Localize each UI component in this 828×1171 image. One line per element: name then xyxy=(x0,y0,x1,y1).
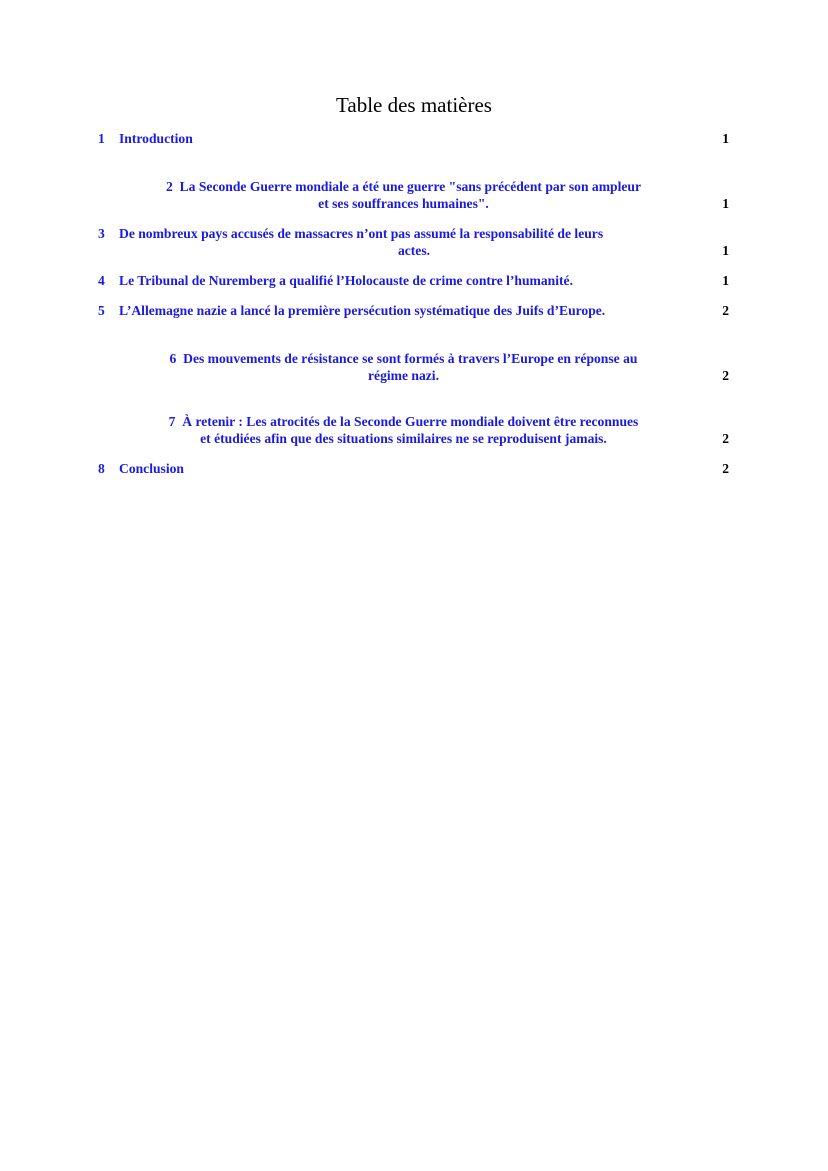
toc-entry-page: 1 xyxy=(722,131,729,146)
toc-entry-number: 3 xyxy=(98,226,105,241)
toc-entry-number: 7 xyxy=(168,414,176,429)
toc-entry-4[interactable] xyxy=(98,272,729,289)
toc-entry-page: 1 xyxy=(722,243,729,258)
toc-entry-1[interactable] xyxy=(98,130,729,147)
toc-entry-8[interactable] xyxy=(98,460,729,477)
toc-entry-link[interactable]: De nombreux pays accusés de massacres n’ont pas assumé la responsabilité de leurs xyxy=(119,226,604,241)
toc-entry-page: 2 xyxy=(722,461,729,476)
toc-entry-number: 5 xyxy=(98,303,105,318)
toc-entry-link[interactable]: À retenir : Les atrocités de la Seconde Guerre mondiale doivent être reconnues xyxy=(182,414,639,429)
toc-title: Table des matières xyxy=(336,93,492,117)
toc-entry-page: 2 xyxy=(722,431,729,446)
toc-entry-5[interactable] xyxy=(98,302,729,319)
toc-entry-link[interactable]: La Seconde Guerre mondiale a été une guerre "sans précédent par son ampleur xyxy=(179,179,641,194)
toc-entry-line1-wrap xyxy=(98,350,709,367)
toc-entry-7[interactable] xyxy=(98,413,729,447)
toc-entry-page: 1 xyxy=(722,196,729,211)
toc-entry-6[interactable] xyxy=(98,350,729,384)
toc-entry-3[interactable] xyxy=(98,225,729,259)
toc-entry-page: 2 xyxy=(722,368,729,383)
toc-entry-link-line2[interactable]: et ses souffrances humaines". xyxy=(318,196,489,211)
toc-entry-page: 2 xyxy=(722,303,729,318)
toc-entry-page: 1 xyxy=(722,273,729,288)
toc-entry-link[interactable]: Introduction xyxy=(119,131,193,146)
toc-entry-link[interactable]: Conclusion xyxy=(119,461,184,476)
toc-entry-number: 1 xyxy=(98,131,105,146)
toc-entry-line1-wrap xyxy=(98,413,709,430)
toc-entry-number: 6 xyxy=(169,351,177,366)
toc-entry-2[interactable] xyxy=(98,178,729,212)
toc-entry-link-line2[interactable]: régime nazi. xyxy=(368,368,439,383)
toc-entry-number: 8 xyxy=(98,461,105,476)
toc-entry-link[interactable]: Des mouvements de résistance se sont formés à travers l’Europe en réponse au xyxy=(183,351,638,366)
toc-entry-number: 4 xyxy=(98,273,105,288)
toc-entry-number: 2 xyxy=(166,179,173,194)
toc-entry-link[interactable]: Le Tribunal de Nuremberg a qualifié l’Holocauste de crime contre l’humanité. xyxy=(119,273,573,288)
toc-entry-link-line2[interactable]: et étudiées afin que des situations similaires ne se reproduisent jamais. xyxy=(200,431,607,446)
toc-entry-line1-wrap xyxy=(98,178,709,195)
toc-entry-link-line2[interactable]: actes. xyxy=(397,243,431,258)
toc-entry-link[interactable]: L’Allemagne nazie a lancé la première persécution systématique des Juifs d’Europe. xyxy=(119,303,606,318)
